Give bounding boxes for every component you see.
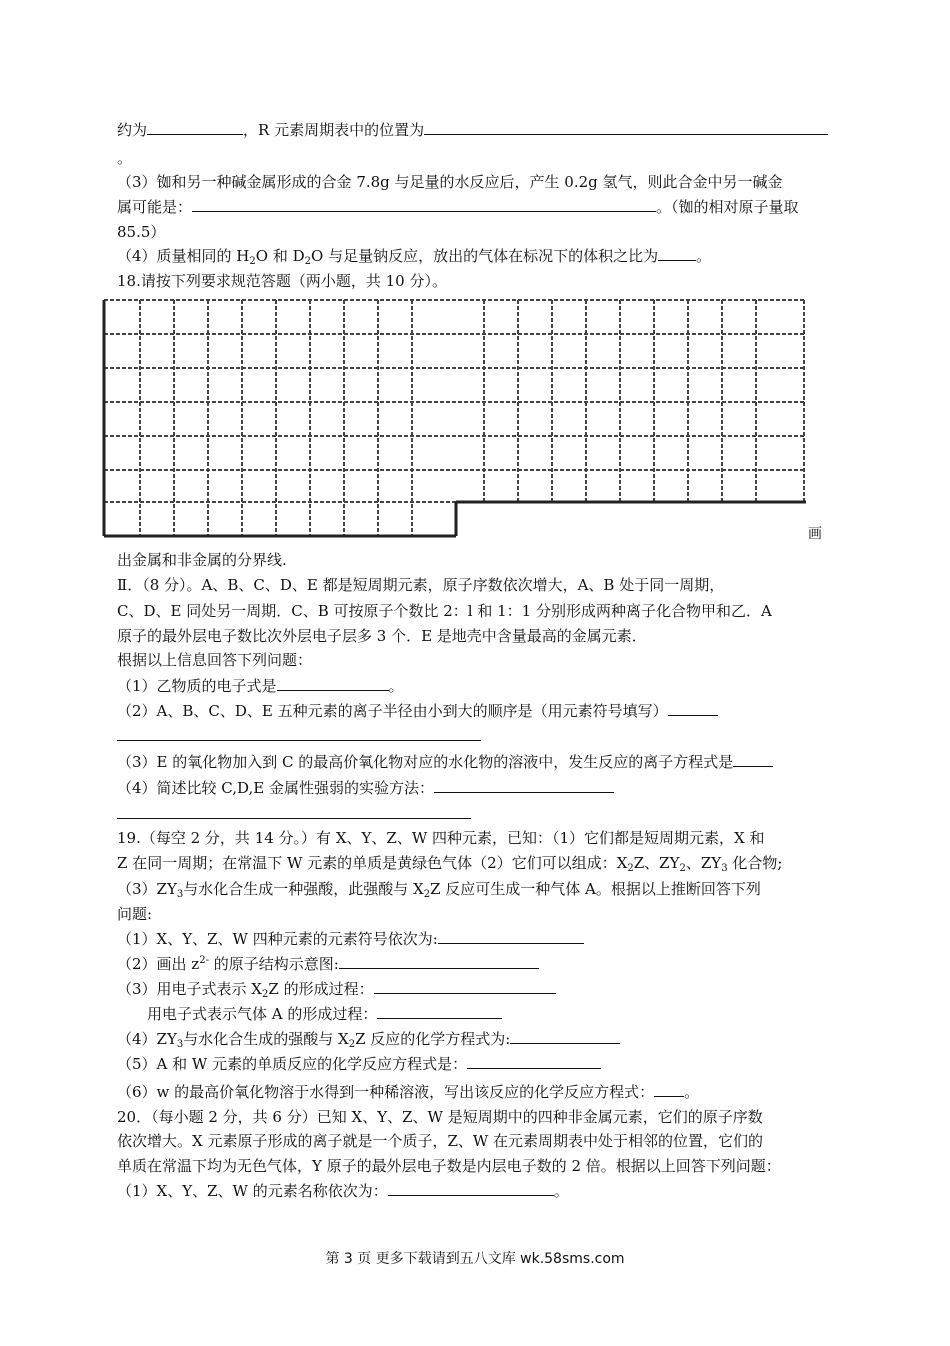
q19-sub6: （6）w 的最高价氧化物溶于水得到一种稀溶液，写出该反应的化学反应方程式： 。 [117, 1083, 700, 1101]
answer-blank[interactable] [192, 197, 656, 212]
answer-blank[interactable] [374, 979, 556, 994]
q18-part2-line3: 原子的最外层电子数比次外层电子层多 3 个．E 是地壳中含量最高的金属元素． [117, 627, 647, 645]
answer-blank[interactable] [377, 1004, 502, 1019]
answer-blank[interactable] [277, 676, 389, 691]
answer-blank[interactable] [467, 1054, 601, 1069]
answer-blank[interactable] [434, 778, 614, 793]
answer-blank[interactable] [339, 954, 539, 969]
q20-line3: 单质在常温下均为无色气体，Y 原子的最外层电子数是内层电子数的 2 倍。根据以上回答下列问题： [117, 1157, 781, 1175]
grid-side-char: 画 [808, 526, 822, 542]
q18-part2-line1: Ⅱ．（8 分）。A、B、C、D、E 都是短周期元素，原子序数依次增大，A、B 处于同一周期， [117, 576, 725, 594]
q18-part2-line2: C、D、E 同处另一周期．C、B 可按原子个数比 2：l 和 1：1 分别形成两种离子化合物甲和乙．A [117, 602, 772, 620]
q20-line2: 依次增大。X 元素原子形成的离子就是一个质子，Z、W 在元素周期表中处于相邻的位置，它们的 [117, 1132, 764, 1150]
q17-3-line2: 属可能是： 。（铷的相对原子量取 [117, 198, 799, 216]
q19-line4: 问题: [117, 905, 153, 923]
q17-4: （4）质量相同的 $H_2O$ 和 $D_2O$ 与足量钠反应，放出的气体在标况下的体积之比为 。 [117, 247, 712, 267]
answer-blank[interactable] [668, 701, 718, 716]
q18-grid-tail: 出金属和非金属的分界线. [117, 551, 287, 569]
q19-line2: Z 在同一周期；在常温下 W 元素的单质是黄绿色气体（2）它们可以组成：$X_2Z$、$ZY_2$、$ZY_3$ 化合物; [117, 854, 783, 874]
q17-line1-end: 。 [117, 149, 133, 167]
answer-line[interactable] [117, 740, 481, 741]
q19-sub5: （5）A 和 W 元素的单质反应的化学反应方程式是： [117, 1054, 601, 1074]
q17-3-line3: 85.5） [117, 223, 166, 241]
answer-blank[interactable] [733, 752, 773, 767]
q19-sub1: （1）X、Y、Z、W 四种元素的元素符号依次为: [117, 929, 584, 949]
answer-line[interactable] [117, 818, 471, 819]
answer-blank[interactable] [438, 929, 584, 944]
q20-sub1: （1）X、Y、Z、W 的元素名称依次为： 。 [117, 1182, 569, 1200]
answer-blank[interactable] [424, 120, 828, 135]
answer-blank[interactable] [388, 1181, 554, 1196]
q17-line1: 约为 ，R 元素周期表中的位置为 [117, 120, 828, 140]
answer-blank[interactable] [147, 120, 243, 135]
q17-3-line1: （3）铷和另一种碱金属形成的合金 7.8g 与足量的水反应后，产生 0.2g 氢气，则此合金中另一碱金 [117, 173, 783, 191]
q18-heading: 18.请按下列要求规范答题（两小题，共 10 分）。 [117, 272, 447, 290]
q18-sub4: （4）简述比较 C,D,E 金属性强弱的实验方法： [117, 778, 614, 798]
q18-sub3: （3）E 的氧化物加入到 C 的最高价氧化物对应的水化物的溶液中，发生反应的离子方程式是 [117, 752, 773, 772]
q19-line3: $(3)ZY_3$与水化合生成一种强酸，此强酸与 $X_2Z$ 反应可生成一种气体 A。根据以上推断回答下列 [117, 880, 761, 900]
q19-sub4: $(4)ZY_3$与水化合生成的强酸与 $X_2Z$ 反应的化学方程式为: [117, 1029, 620, 1049]
q18-part2-line4: 根据以上信息回答下列问题： [117, 651, 313, 669]
q19-sub3: （3）用电子式表示 $X_2Z$ 的形成过程： [117, 979, 556, 999]
answer-blank[interactable] [510, 1029, 620, 1044]
q19-sub2: （2）画出 $z^{2-}$ 的原子结构示意图: [117, 954, 539, 974]
q19-sub3-line2: 用电子式表示气体 A 的形成过程： [147, 1004, 502, 1024]
q18-sub1: （1）乙物质的电子式是 。 [117, 677, 404, 695]
q18-sub2: （2）A、B、C、D、E 五种元素的离子半径由小到大的顺序是（用元素符号填写） [117, 701, 718, 721]
answer-blank[interactable] [658, 246, 696, 261]
q20-line1: 20．（每小题 2 分，共 6 分）已知 X、Y、Z、W 是短周期中的四种非金属元素，它们的原子序数 [117, 1108, 763, 1126]
answer-blank[interactable] [654, 1082, 684, 1097]
periodic-table-grid [100, 296, 812, 540]
q19-line1: 19.（每空 2 分，共 14 分。）有 X、Y、Z、W 四种元素，已知：（1）它们都是短周期元素，X 和 [117, 829, 765, 847]
page-footer: 第 3 页 更多下载请到五八文库 wk.58sms.com [325, 1251, 625, 1267]
